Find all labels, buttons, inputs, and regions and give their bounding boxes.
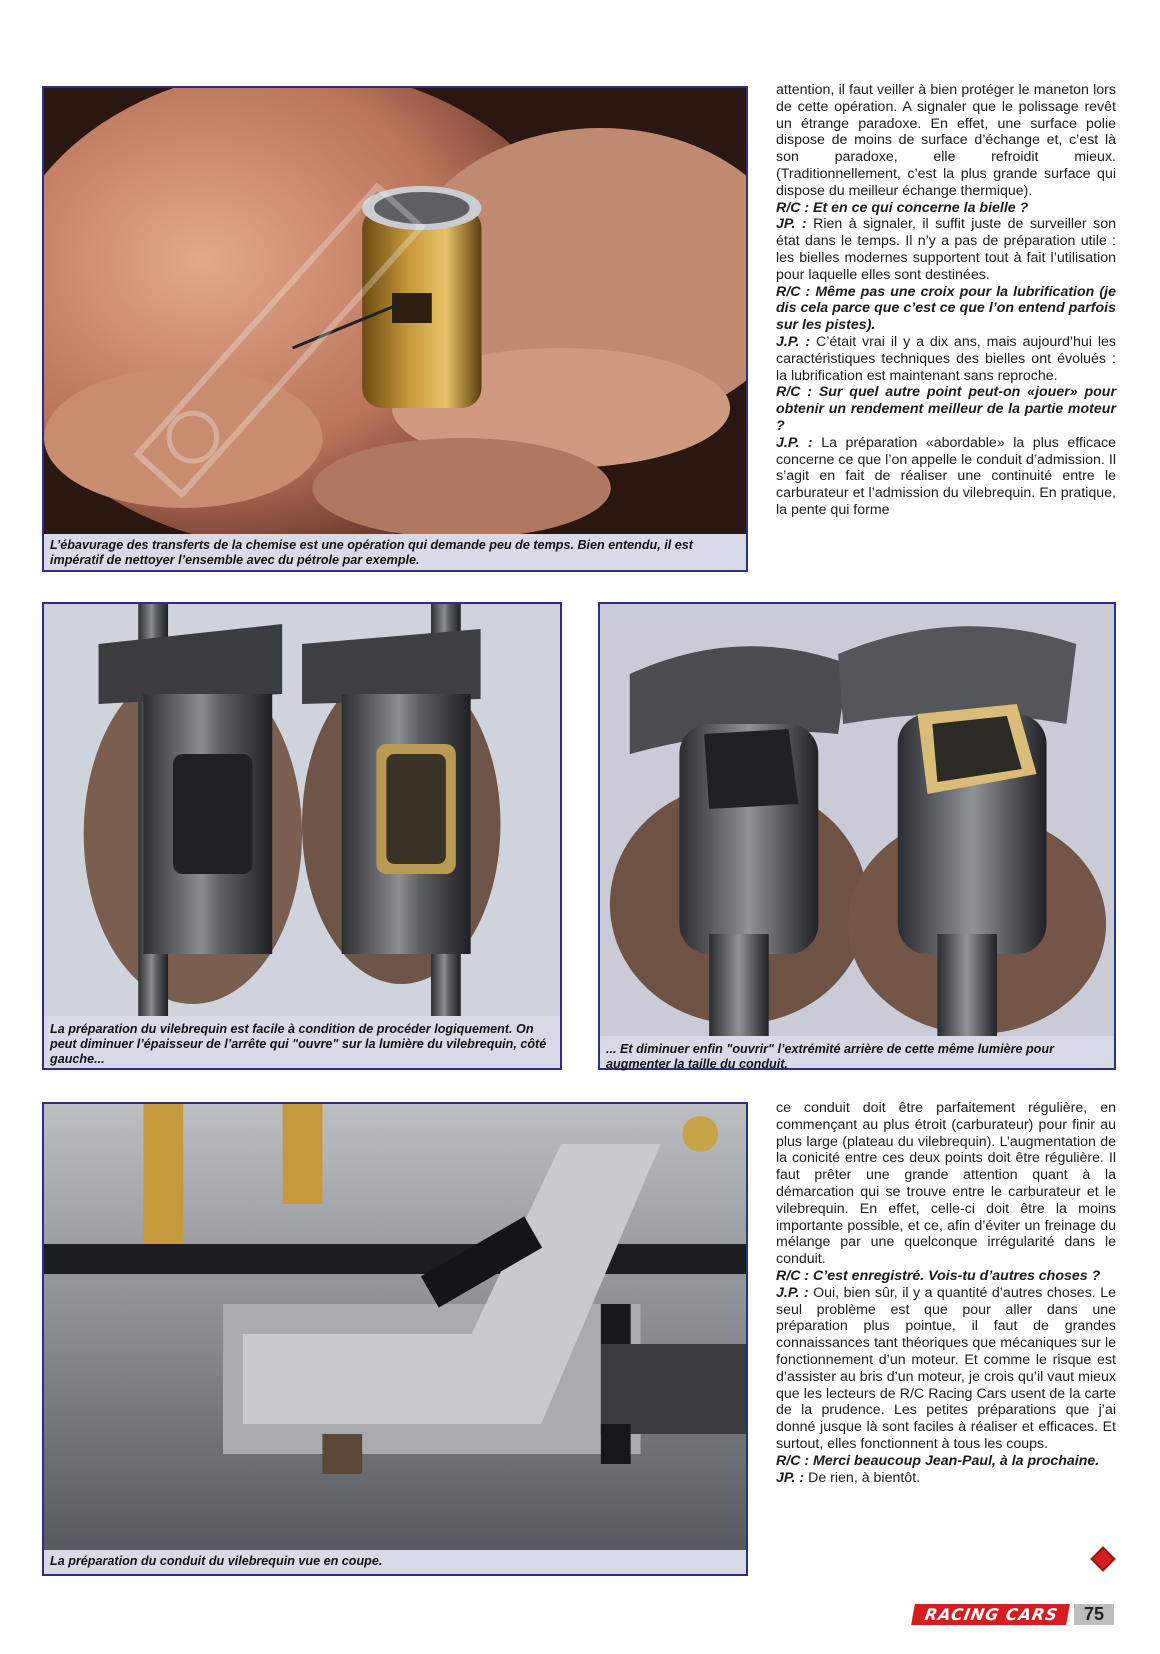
photo-image (600, 604, 1114, 1036)
page-footer (913, 1604, 1114, 1625)
end-of-article-diamond-icon (1090, 1546, 1115, 1571)
page-number: 75 (1074, 1604, 1114, 1625)
photo-caption: La préparation du conduit du vilebrequin vue en coupe. (50, 1554, 383, 1568)
photo-image (44, 1104, 746, 1550)
photo-crankshaft-right (598, 602, 1116, 1070)
photo-chemise-deburring (42, 86, 748, 572)
photo-crankshaft-left (42, 602, 562, 1070)
article-column-bottom (776, 1100, 1116, 1486)
interview-answer: JP. : De rien, à bientôt. (776, 1469, 921, 1486)
interview-question: R/C : Merci beaucoup Jean-Paul, à la prochaine. (776, 1452, 1100, 1469)
paragraph-intro: attention, il faut veiller à bien protéger le maneton lors de cette opération. A signaler que le polissage revêt un étrange paradoxe. En effet, une surface polie dispose de moins de surface d’échange et, c’est là son paradoxe, elle refroidit mieux. (Traditionnellement, c’est la plus grande surface qui dispose du meilleur échange thermique). (776, 82, 1116, 199)
interview-answer: J.P. : C’était vrai il y a dix ans, mais aujourd’hui les caractéristiques techniques des bielles ont évolués : la lubrification est maintenant sans reproche. (776, 333, 1116, 384)
interview-answer: J.P. : La préparation «abordable» la plus efficace concerne ce que l’on appelle le conduit d’admission. Il s’agit en fait de réaliser une continuité entre le carburateur et l’admission du vilebrequin. En pratique, la pente qui forme (776, 434, 1116, 518)
photo-intake-cutaway (42, 1102, 748, 1576)
photo-image (44, 604, 560, 1016)
interview-question: R/C : Sur quel autre point peut-on «jouer» pour obtenir un rendement meilleur de la partie moteur ? (776, 384, 1116, 434)
photo-caption: L’ébavurage des transferts de la chemise est une opération qui demande peu de temps. Bien entendu, il est impératif de nettoyer l’ensemble avec du pétrole par exemple. (50, 538, 693, 567)
article-column-top (776, 82, 1116, 519)
paragraph-conduit: ce conduit doit être parfaitement régulière, en commençant au plus étroit (carburateur) pour finir au plus large (plateau du vilebrequin). L’augmentation de la conicité entre ces deux points doit être régulière. Il faut prêter une grande attention quant à la démarcation qui se trouve entre le carburateur et le vilebrequin. En effet, celle-ci doit être la moins importante possible, et ce, afin d’éviter un freinage du mélange par une quelconque irrégularité dans le conduit. (776, 1100, 1116, 1268)
photo-image (44, 88, 746, 534)
interview-answer: J.P. : Oui, bien sûr, il y a quantité d’autres choses. Le seul problème est que pour aller dans une préparation plus pointue, il faut de grandes connaissances tant théoriques que mécaniques sur le fonctionnement d’un moteur. Et comme le risque est d’assister au bris d’un moteur, je crois qu’il vaut mieux que les lecteurs de R/C Racing Cars usent de la carte de la prudence. Les petites préparations que j’ai donné jusque là sont faciles à réaliser et efficaces. Et surtout, elles fonctionnent à tous les coups. (776, 1284, 1116, 1452)
magazine-brand: RACING CARS (911, 1604, 1070, 1625)
interview-answer: JP. : Rien à signaler, il suffit juste de surveiller son état dans le temps. Il n’y a pas de préparation utile : les bielles modernes supportent tout à fait l’utilisation pour laquelle elles sont destinées. (776, 216, 1116, 283)
photo-caption: La préparation du vilebrequin est facile à condition de procéder logiquement. On peut diminuer l’épaisseur de l’arrête qui "ouvre" sur la lumière du vilebrequin, côté gauche... (50, 1022, 547, 1066)
interview-question: R/C : C’est enregistré. Vois-tu d’autres choses ? (776, 1267, 1101, 1284)
interview-question: R/C : Et en ce qui concerne la bielle ? (776, 199, 1029, 216)
photo-caption: ... Et diminuer enfin "ouvrir" l’extrémité arrière de cette même lumière pour augmenter la taille du conduit. (606, 1042, 1054, 1071)
interview-question: R/C : Même pas une croix pour la lubrification (je dis cela parce que c’est ce que l’on entend parfois sur les pistes). (776, 283, 1116, 334)
